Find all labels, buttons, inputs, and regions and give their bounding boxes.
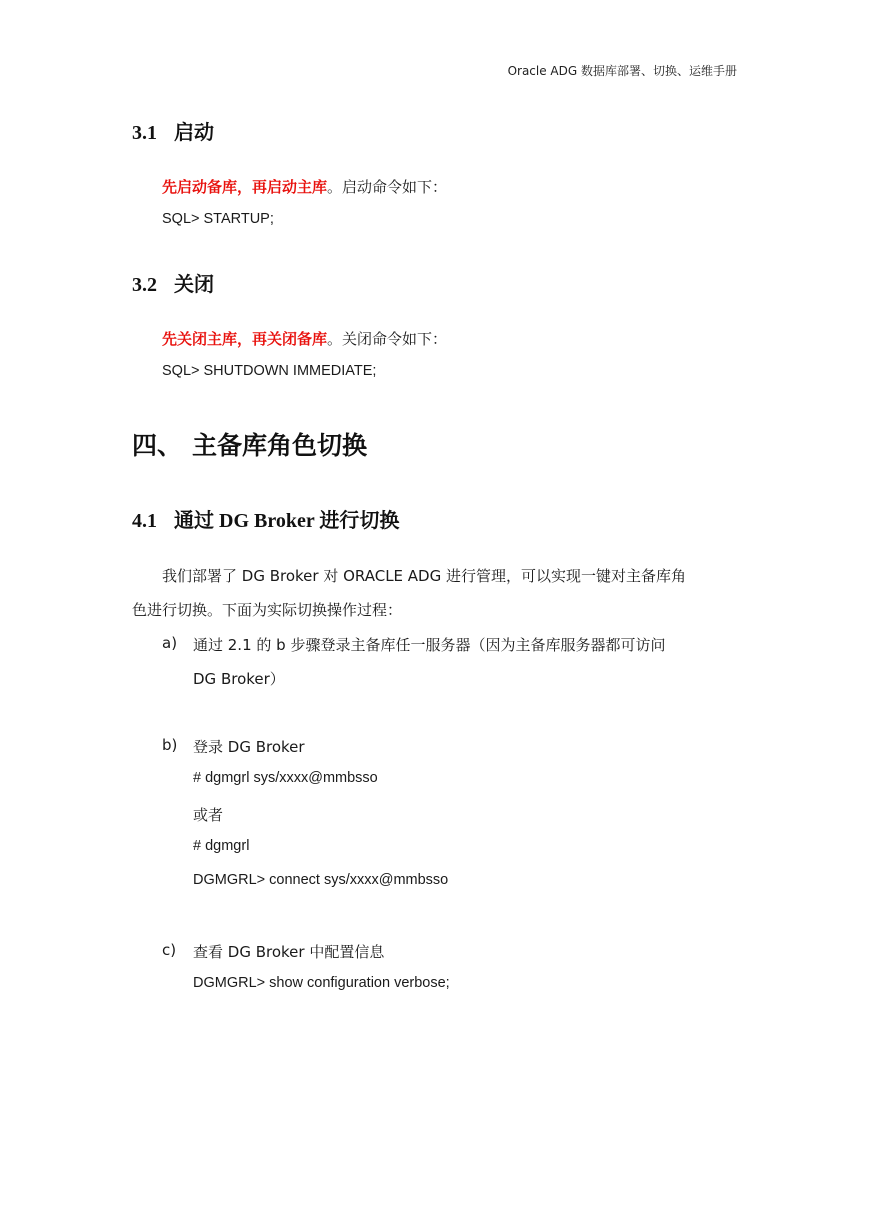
list-item-label: b) [162,736,178,754]
section-title: 关闭 [174,274,214,296]
list-item-label: a) [162,634,178,652]
section-number: 3.1 [132,122,157,144]
section-3-2-heading [132,268,214,297]
chapter-4-heading [132,426,367,462]
list-item-label: c) [162,941,177,959]
or-text: 或者 [193,806,224,824]
section-3-1-heading [132,116,214,145]
list-item-a-line-2: DG Broker） [193,670,285,688]
intro-line-1: 我们部署了 DG Broker 对 ORACLE ADG 进行管理，可以实现一键对主备库角 [162,567,686,585]
intro-line-2: 色进行切换。下面为实际切换操作过程： [132,601,403,619]
dgmgrl-connect-command: DGMGRL> connect sys/xxxx@mmbsso [193,872,449,888]
list-item-b-line-1: 登录 DG Broker [193,738,305,756]
section-title: 启动 [174,122,214,144]
section-number: 3.2 [132,274,157,296]
section-3-1-paragraph [162,176,447,197]
show-configuration-command: DGMGRL> show configuration verbose; [193,975,450,991]
section-4-1-heading [132,504,399,533]
list-item-c-line-1: 查看 DG Broker 中配置信息 [193,943,385,961]
emphasis-text: 先关闭主库，再关闭备库 [162,330,328,348]
chapter-title: 主备库角色切换 [192,431,368,460]
startup-command: SQL> STARTUP; [162,211,274,227]
body-text: 。关闭命令如下： [327,330,448,348]
section-title: 通过 DG Broker 进行切换 [174,510,400,532]
section-3-2-paragraph [162,328,447,349]
section-number: 4.1 [132,510,157,532]
dgmgrl-login-command: # dgmgrl sys/xxxx@mmbsso [193,770,378,786]
body-text: 。启动命令如下： [327,178,448,196]
shutdown-command: SQL> SHUTDOWN IMMEDIATE; [162,363,377,379]
page-header: Oracle ADG 数据库部署、切换、运维手册 [507,64,737,78]
chapter-number: 四、 [132,431,183,460]
list-item-a-line-1: 通过 2.1 的 b 步骤登录主备库任一服务器（因为主备库服务器都可访问 [193,636,666,654]
dgmgrl-command: # dgmgrl [193,838,250,854]
emphasis-text: 先启动备库，再启动主库 [162,178,328,196]
